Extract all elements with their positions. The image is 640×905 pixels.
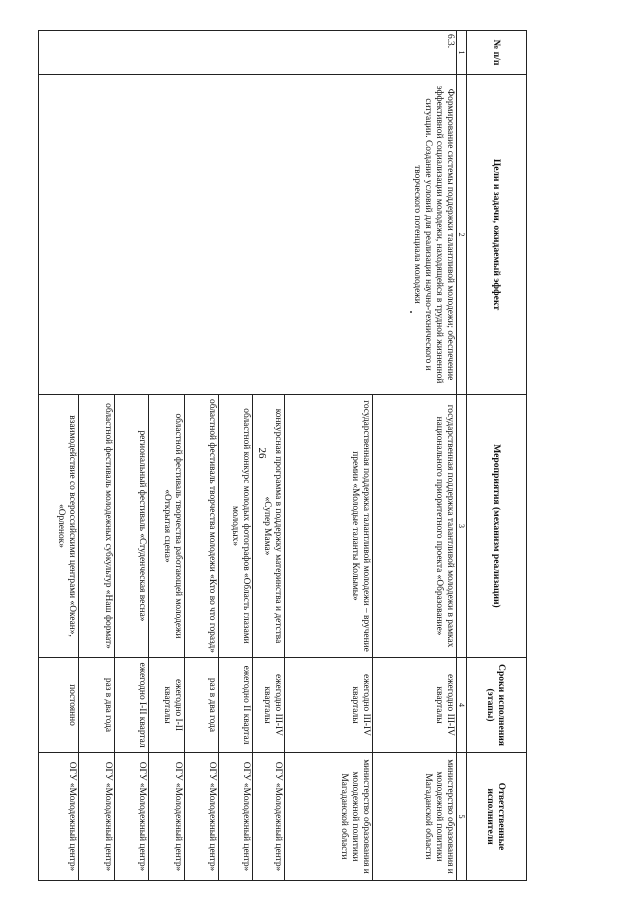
responsible-cell: ОГУ «Молодежный центр» bbox=[185, 753, 219, 881]
column-number: 5 bbox=[457, 753, 467, 881]
activity-cell: областной фестиваль молодежных субкультур «Наш формат» bbox=[79, 395, 115, 658]
item-number: 6.3. bbox=[39, 31, 457, 75]
responsible-cell: ОГУ «Молодежный центр» bbox=[115, 753, 149, 881]
term-cell: ежегодно II квартал bbox=[219, 658, 253, 753]
term-cell: ежегодно I-II кварталы bbox=[149, 658, 185, 753]
responsible-cell: ОГУ «Молодежный центр» bbox=[79, 753, 115, 881]
responsible-cell: министерство образования и молодежной политики Магаданской области bbox=[285, 753, 373, 881]
activity-cell: государственная поддержка талантливой молодежи в рамках национального приоритетного проекта «Образование» bbox=[373, 395, 457, 658]
page-number: 26 bbox=[256, 447, 268, 459]
responsible-cell: ОГУ «Молодежный центр» bbox=[219, 753, 253, 881]
responsible-cell: ОГУ «Молодежный центр» bbox=[149, 753, 185, 881]
term-cell: ежегодно III-IV кварталы bbox=[285, 658, 373, 753]
responsible-cell: министерство образования и молодежной политики Магаданской области bbox=[373, 753, 457, 881]
activity-cell: взаимодействие со всероссийскими центрами «Океан», «Орленок» bbox=[39, 395, 79, 658]
activity-cell: областной фестиваль творчества работающей молодежи «Открытая сцена» bbox=[149, 395, 185, 658]
activity-cell: государственная поддержка талантливой молодежи – вручение премии «Молодые таланты Колымы» bbox=[285, 395, 373, 658]
term-cell: постоянно bbox=[39, 658, 79, 753]
term-cell: раз в два года bbox=[79, 658, 115, 753]
header-terms: Сроки исполнения (этапы) bbox=[467, 658, 527, 753]
activity-cell: конкурсная программа в поддержку материнства и детства «Супер Мама» bbox=[253, 395, 285, 658]
term-cell: ежегодно III-IV кварталы bbox=[253, 658, 285, 753]
header-number: № п/п bbox=[467, 31, 527, 75]
column-number: 2 bbox=[457, 75, 467, 395]
column-number: 4 bbox=[457, 658, 467, 753]
responsible-cell: ОГУ «Молодежный центр» bbox=[253, 753, 285, 881]
action-plan-table bbox=[38, 30, 527, 881]
column-number: 3 bbox=[457, 395, 467, 658]
table-frame bbox=[56, 30, 527, 880]
header-responsible: Ответственные исполнители bbox=[467, 753, 527, 881]
term-cell: ежегодно III-IV кварталы bbox=[373, 658, 457, 753]
column-number: 1 bbox=[457, 31, 467, 75]
activity-cell: областной фестиваль творчества молодежи «Кто во что горазд» bbox=[185, 395, 219, 658]
term-cell: ежегодно I-II квартал bbox=[115, 658, 149, 753]
goal-text: Формирование системы поддержки талантливой молодежи; обеспечение эффективной социализации молодежи, находящейся в трудной жизненной ситуации. Создание условий для реализации научно-технического и творческого потенциала молодежи bbox=[39, 75, 457, 395]
header-goals: Цели и задачи, ожидаемый эффект bbox=[467, 75, 527, 395]
header-activities: Мероприятия (механизм реализации) bbox=[467, 395, 527, 658]
responsible-cell: ОГУ «Молодежный центр» bbox=[39, 753, 79, 881]
term-cell: раз в два года bbox=[185, 658, 219, 753]
activity-cell: областной конкурс молодых фотографов «Область глазами молодых» bbox=[219, 395, 253, 658]
table-rotated-container bbox=[56, 30, 527, 880]
activity-cell: региональный фестиваль «Студенческая весна» bbox=[115, 395, 149, 658]
